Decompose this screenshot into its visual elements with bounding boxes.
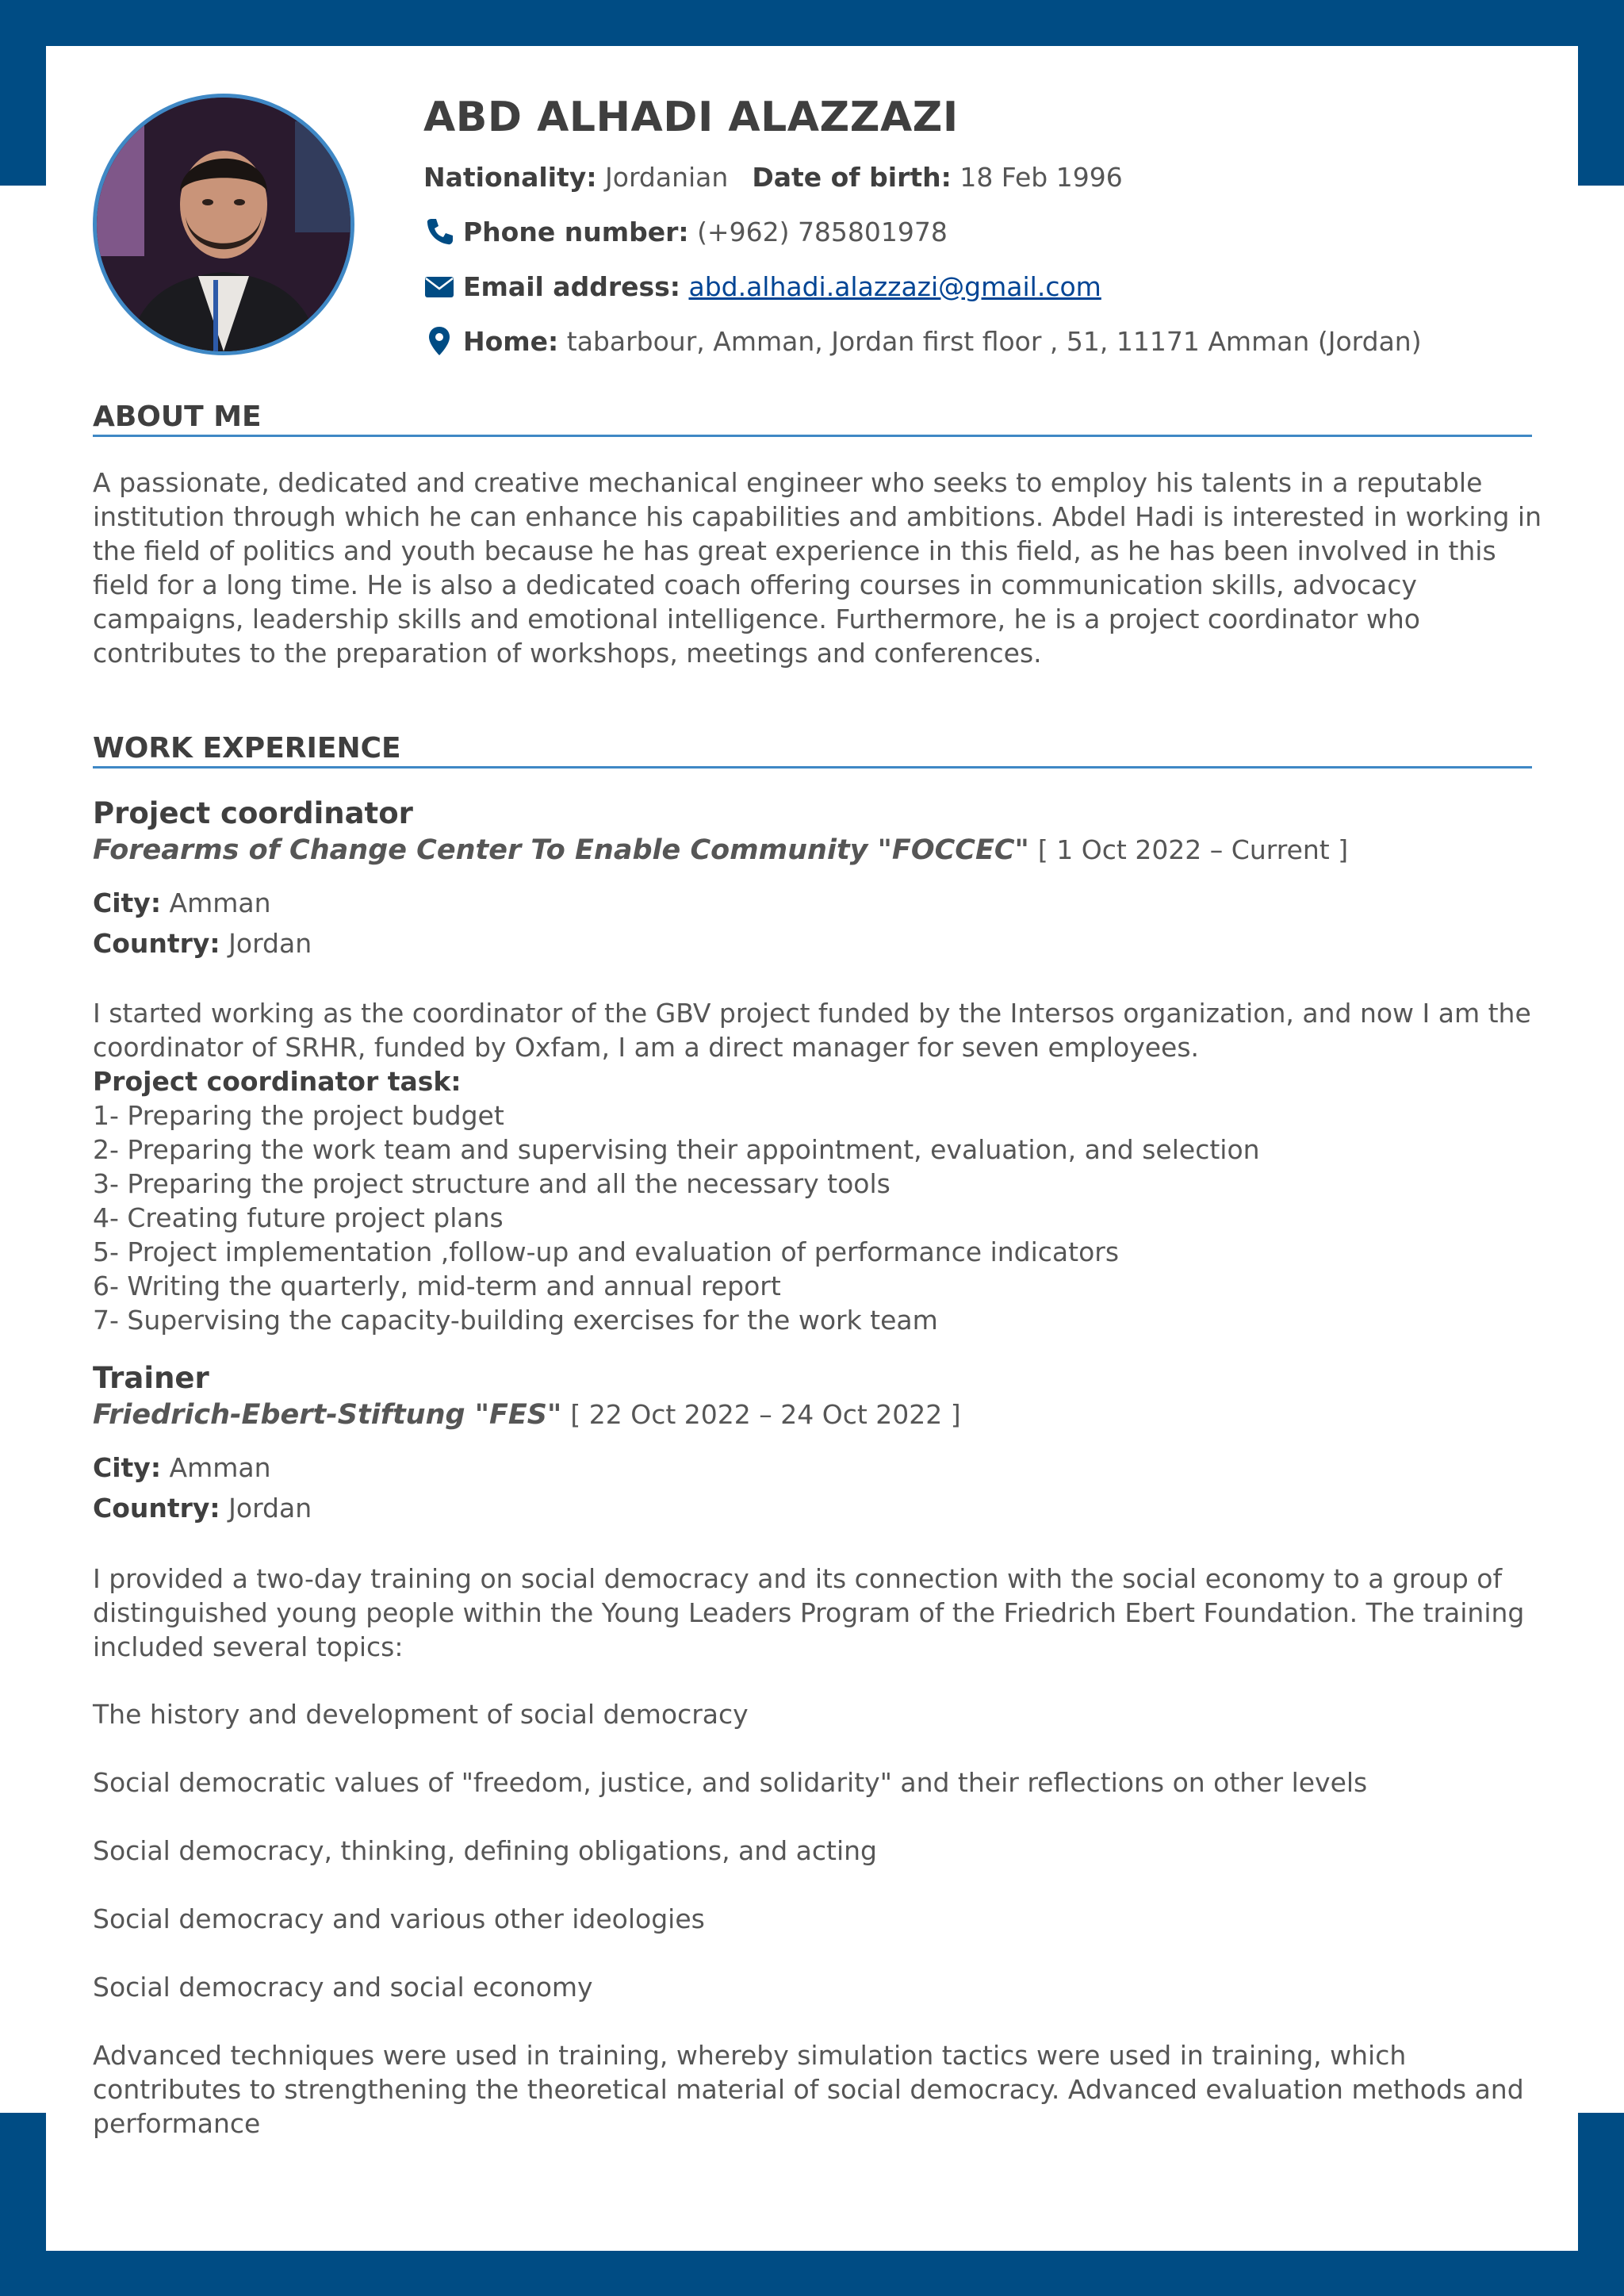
list-item: 6- Writing the quarterly, mid-term and annual report xyxy=(93,1271,781,1301)
list-item: 2- Preparing the work team and supervising their appointment, evaluation, and selection xyxy=(93,1134,1260,1165)
phone-icon xyxy=(423,216,455,247)
work-experience-heading: WORK EXPERIENCE xyxy=(93,731,1532,769)
frame-corner-top-right xyxy=(1578,0,1624,186)
city-value: Amman xyxy=(169,1452,271,1483)
frame-top-bar xyxy=(0,0,1624,46)
frame-corner-top-left xyxy=(0,0,46,186)
list-item: 4- Creating future project plans xyxy=(93,1202,504,1233)
location-pin-icon xyxy=(423,325,455,357)
job-organization-line xyxy=(93,834,1348,866)
list-item: 3- Preparing the project structure and all the necessary tools xyxy=(93,1168,891,1199)
about-me-text: A passionate, dedicated and creative mechanical engineer who seeks to employ his talents in a reputable institution through which he can enhance his capabilities and ambitions. Abdel Hadi is interested in working in the field of politics and youth because he has great experience in this field, as he has been involved in this field for a long time. He is also a dedicated coach offering courses in communication skills, advocacy campaigns, leadership skills and emotional intelligence. Furthermore, he is a project coordinator who contributes to the preparation of workshops, meetings and conferences. xyxy=(93,467,1542,669)
job-description: I started working as the coordinator of the GBV project funded by the Intersos organization, and now I am the coordinator of SRHR, funded by Oxfam, I am a direct manager for seven employees. xyxy=(93,998,1531,1063)
email-line xyxy=(423,270,1101,302)
about-me-heading: ABOUT ME xyxy=(93,400,1532,437)
phone-value: (+962) 785801978 xyxy=(697,216,948,247)
personal-info-line xyxy=(423,162,1123,193)
country-value: Jordan xyxy=(228,1493,312,1524)
email-label: Email address: xyxy=(463,270,680,302)
list-item: 1- Preparing the project budget xyxy=(93,1100,504,1131)
dob-value: 18 Feb 1996 xyxy=(959,162,1123,193)
envelope-icon xyxy=(423,270,455,302)
city-label: City: xyxy=(93,1452,162,1483)
job-country xyxy=(93,928,312,959)
list-item: 5- Project implementation ,follow-up and evaluation of performance indicators xyxy=(93,1236,1120,1267)
nationality-value: Jordanian xyxy=(605,162,729,193)
job-closing-text: Advanced techniques were used in training, whereby simulation tactics were used in training, which contributes to strengthening the theoretical material of social democracy. Advanced evaluation methods and performance xyxy=(93,2040,1524,2139)
country-label: Country: xyxy=(93,1493,220,1524)
job-country xyxy=(93,1493,312,1524)
training-topic: Social democracy and social economy xyxy=(93,1972,593,2003)
job-dates: [ 1 Oct 2022 – Current ] xyxy=(1037,834,1349,865)
home-label: Home: xyxy=(463,325,559,357)
task-heading: Project coordinator task: xyxy=(93,1066,462,1097)
country-value: Jordan xyxy=(228,928,312,959)
phone-label: Phone number: xyxy=(463,216,689,247)
frame-corner-bottom-left xyxy=(0,2113,46,2296)
job-organization: Forearms of Change Center To Enable Community "FOCCEC" xyxy=(93,834,1029,866)
phone-line xyxy=(423,216,948,247)
training-topic: Social democratic values of "freedom, justice, and solidarity" and their reflections on other levels xyxy=(93,1767,1368,1798)
job-dates: [ 22 Oct 2022 – 24 Oct 2022 ] xyxy=(570,1399,961,1430)
country-label: Country: xyxy=(93,928,220,959)
profile-photo xyxy=(93,94,354,355)
job-organization: Friedrich-Ebert-Stiftung "FES" xyxy=(93,1399,562,1431)
task-list xyxy=(93,1064,1260,1337)
candidate-name: ABD ALHADI ALAZZAZI xyxy=(423,94,959,141)
job-title: Project coordinator xyxy=(93,796,413,830)
training-topic: Social democracy and various other ideologies xyxy=(93,1903,705,1934)
home-value: tabarbour, Amman, Jordan first floor , 51, 11171 Amman (Jordan) xyxy=(566,325,1422,357)
city-label: City: xyxy=(93,887,162,918)
frame-corner-bottom-right xyxy=(1578,2113,1624,2296)
job-city xyxy=(93,1452,271,1483)
list-item: 7- Supervising the capacity-building exercises for the work team xyxy=(93,1305,938,1336)
job-city xyxy=(93,887,271,918)
training-topic: Social democracy, thinking, defining obligations, and acting xyxy=(93,1835,877,1866)
frame-bottom-bar xyxy=(0,2251,1624,2296)
job-description: I provided a two-day training on social democracy and its connection with the social economy to a group of distinguished young people within the Young Leaders Program of the Friedrich Ebert Foundation. The training included several topics: xyxy=(93,1563,1525,1662)
job-organization-line xyxy=(93,1399,961,1431)
training-topic: The history and development of social democracy xyxy=(93,1699,749,1730)
nationality-label: Nationality: xyxy=(423,162,597,193)
city-value: Amman xyxy=(169,887,271,918)
job-title: Trainer xyxy=(93,1361,209,1395)
home-line xyxy=(423,325,1422,357)
dob-label: Date of birth: xyxy=(752,162,952,193)
profile-photo-illustration xyxy=(97,98,350,351)
email-link[interactable]: abd.alhadi.alazzazi@gmail.com xyxy=(688,270,1101,302)
